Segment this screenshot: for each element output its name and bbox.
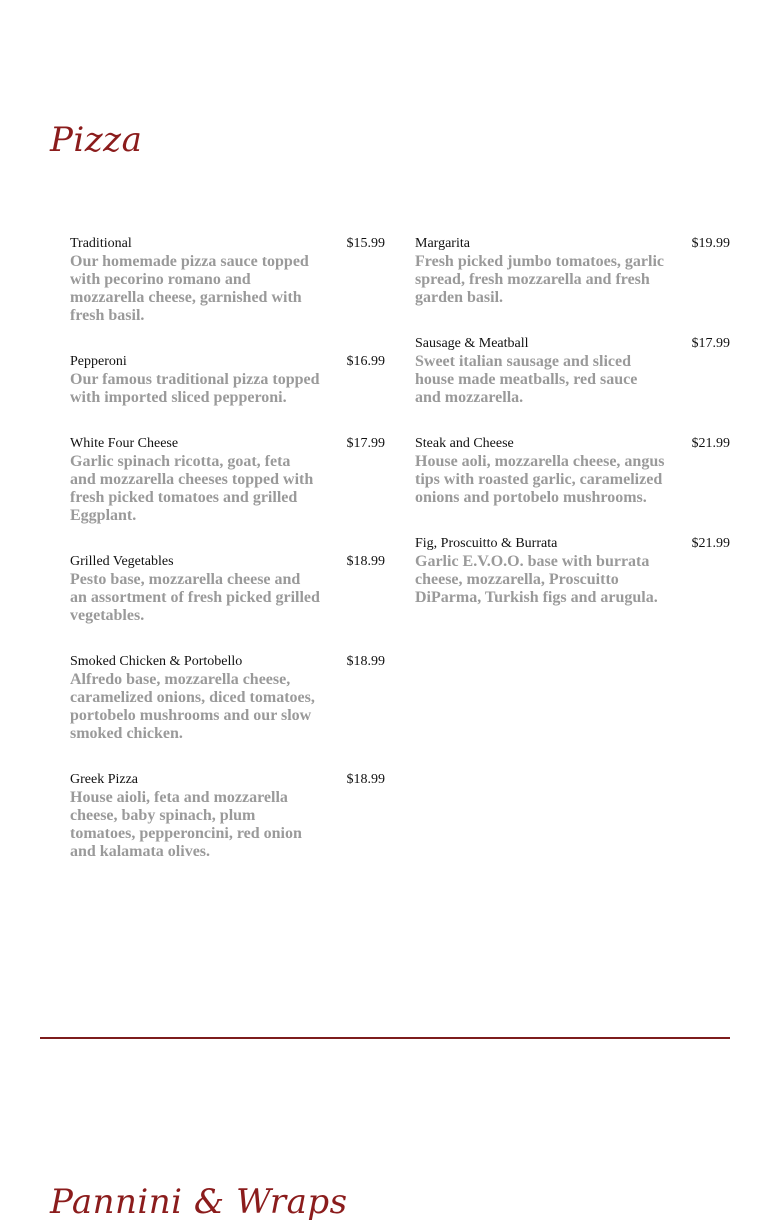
item-price: $17.99 — [346, 436, 385, 451]
item-description: House aoli, mozzarella cheese, angus tips with roasted garlic, caramelized onions and portobelo mushrooms. — [415, 453, 665, 506]
menu-item — [415, 535, 730, 607]
item-name: Greek Pizza — [70, 772, 139, 787]
item-name: Smoked Chicken & Portobello — [70, 654, 243, 669]
item-price: $21.99 — [691, 536, 730, 551]
menu-item — [415, 435, 730, 507]
item-price: $15.99 — [346, 236, 385, 251]
item-name: Fig, Proscuitto & Burrata — [415, 536, 558, 551]
item-price: $16.99 — [346, 354, 385, 369]
item-price: $17.99 — [691, 336, 730, 351]
item-name: Grilled Vegetables — [70, 554, 174, 569]
item-price: $19.99 — [691, 236, 730, 251]
menu-item — [70, 235, 385, 325]
item-description: Our homemade pizza sauce topped with pecorino romano and mozzarella cheese, garnished with fresh basil. — [70, 253, 309, 324]
item-description: Fresh picked jumbo tomatoes, garlic spread, fresh mozzarella and fresh garden basil. — [415, 253, 665, 306]
item-description: Our famous traditional pizza topped with imported sliced pepperoni. — [70, 371, 320, 406]
item-name: White Four Cheese — [70, 436, 179, 451]
item-name: Traditional — [70, 236, 132, 251]
item-description: Pesto base, mozzarella cheese and an assortment of fresh picked grilled vegetables. — [70, 571, 320, 624]
item-description: Alfredo base, mozzarella cheese, caramelized onions, diced tomatoes, portobelo mushrooms and our slow smoked chicken. — [70, 671, 315, 742]
menu-item — [415, 335, 730, 407]
item-description: Garlic spinach ricotta, goat, feta and mozzarella cheeses topped with fresh picked tomatoes and grilled Eggplant. — [70, 453, 314, 524]
section-title-pannini-wraps: Pannini & Wraps — [50, 1182, 348, 1222]
item-description: Garlic E.V.O.O. base with burrata cheese, mozzarella, Proscuitto DiParma, Turkish figs and arugula. — [415, 553, 658, 606]
item-description: Sweet italian sausage and sliced house made meatballs, red sauce and mozzarella. — [415, 353, 638, 406]
item-price: $21.99 — [691, 436, 730, 451]
section-title-pizza: Pizza — [50, 120, 143, 160]
item-name: Margarita — [415, 236, 470, 251]
section-divider — [40, 1037, 730, 1039]
menu-column-left — [70, 235, 385, 889]
menu-item — [70, 435, 385, 525]
item-price: $18.99 — [346, 654, 385, 669]
menu-item — [70, 553, 385, 625]
item-price: $18.99 — [346, 772, 385, 787]
menu-item — [70, 653, 385, 743]
item-price: $18.99 — [346, 554, 385, 569]
menu-item — [70, 353, 385, 407]
item-description: House aioli, feta and mozzarella cheese, baby spinach, plum tomatoes, pepperoncini, red onion and kalamata olives. — [70, 789, 302, 860]
item-name: Pepperoni — [70, 354, 127, 369]
menu-column-right — [415, 235, 730, 635]
menu-item — [70, 771, 385, 861]
item-name: Sausage & Meatball — [415, 336, 529, 351]
menu-item — [415, 235, 730, 307]
item-name: Steak and Cheese — [415, 436, 514, 451]
